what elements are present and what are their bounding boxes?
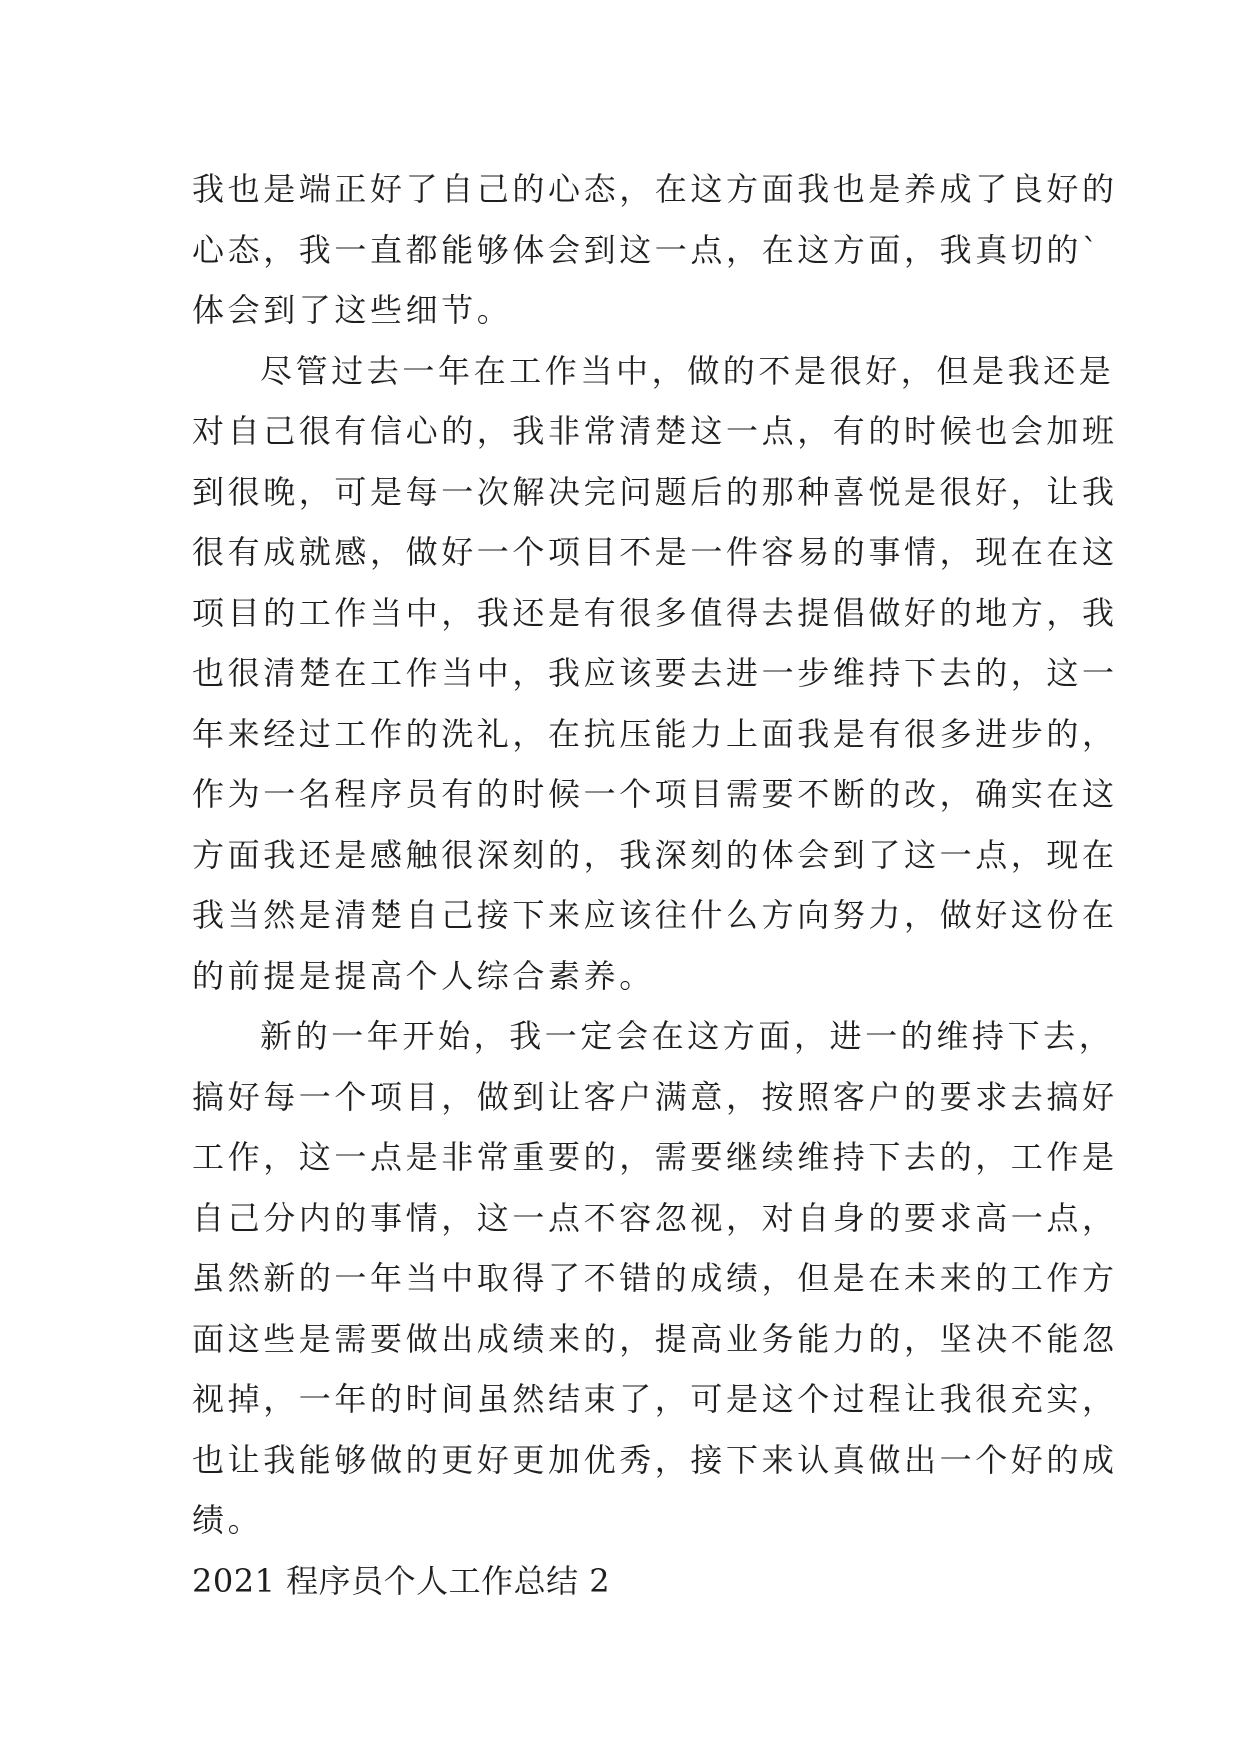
paragraph-line: 到很晚，可是每一次解决完问题后的那种喜悦是很好，让我	[192, 472, 1118, 511]
paragraph-line: 的前提是提高个人综合素养。	[192, 956, 655, 995]
paragraph-line: 我也是端正好了自己的心态，在这方面我也是养成了良好的	[192, 170, 1118, 208]
paragraph-line: 也很清楚在工作当中，我应该要去进一步维持下去的，这一	[192, 654, 1118, 692]
paragraph-line: 年来经过工作的洗礼，在抗压能力上面我是有很多进步的，	[192, 714, 1118, 753]
paragraph-line: 虽然新的一年当中取得了不错的成绩，但是在未来的工作方	[192, 1259, 1118, 1297]
paragraph-line: 对自己很有信心的，我非常清楚这一点，有的时候也会加班	[192, 412, 1118, 450]
paragraph-line: 也让我能够做的更好更加优秀，接下来认真做出一个好的成	[192, 1440, 1118, 1479]
paragraph-line: 方面我还是感触很深刻的，我深刻的体会到了这一点，现在	[192, 835, 1118, 874]
paragraph-line: 绩。	[192, 1501, 264, 1539]
paragraph-line: 尽管过去一年在工作当中，做的不是很好，但是我还是	[260, 351, 1115, 390]
paragraph-line: 视掉，一年的时间虽然结束了，可是这个过程让我很充实，	[192, 1380, 1118, 1418]
paragraph-line: 体会到了这些细节。	[192, 291, 513, 329]
paragraph-line: 我当然是清楚自己接下来应该往什么方向努力，做好这份在	[192, 896, 1118, 934]
paragraph-line: 面这些是需要做出成绩来的，提高业务能力的，坚决不能忽	[192, 1319, 1118, 1358]
paragraph-line: 很有成就感，做好一个项目不是一件容易的事情，现在在这	[192, 533, 1118, 571]
paragraph-line: 心态，我一直都能够体会到这一点，在这方面，我真切的`	[192, 230, 1102, 269]
paragraph-line: 自己分内的事情，这一点不容忽视，对自身的要求高一点，	[192, 1198, 1118, 1237]
paragraph-line: 工作，这一点是非常重要的，需要继续维持下去的，工作是	[192, 1138, 1118, 1176]
section-heading: 2021 程序员个人工作总结 2	[192, 1561, 611, 1600]
paragraph-line: 作为一名程序员有的时候一个项目需要不断的改，确实在这	[192, 775, 1118, 813]
paragraph-1	[192, 159, 1118, 341]
paragraph-line: 项目的工作当中，我还是有很多值得去提倡做好的地方，我	[192, 593, 1118, 632]
paragraph-3	[192, 1006, 1118, 1551]
document-body	[192, 159, 1118, 1611]
paragraph-line: 新的一年开始，我一定会在这方面，进一的维持下去，	[260, 1017, 1115, 1055]
paragraph-line: 搞好每一个项目，做到让客户满意，按照客户的要求去搞好	[192, 1077, 1118, 1116]
paragraph-2	[192, 341, 1118, 1007]
